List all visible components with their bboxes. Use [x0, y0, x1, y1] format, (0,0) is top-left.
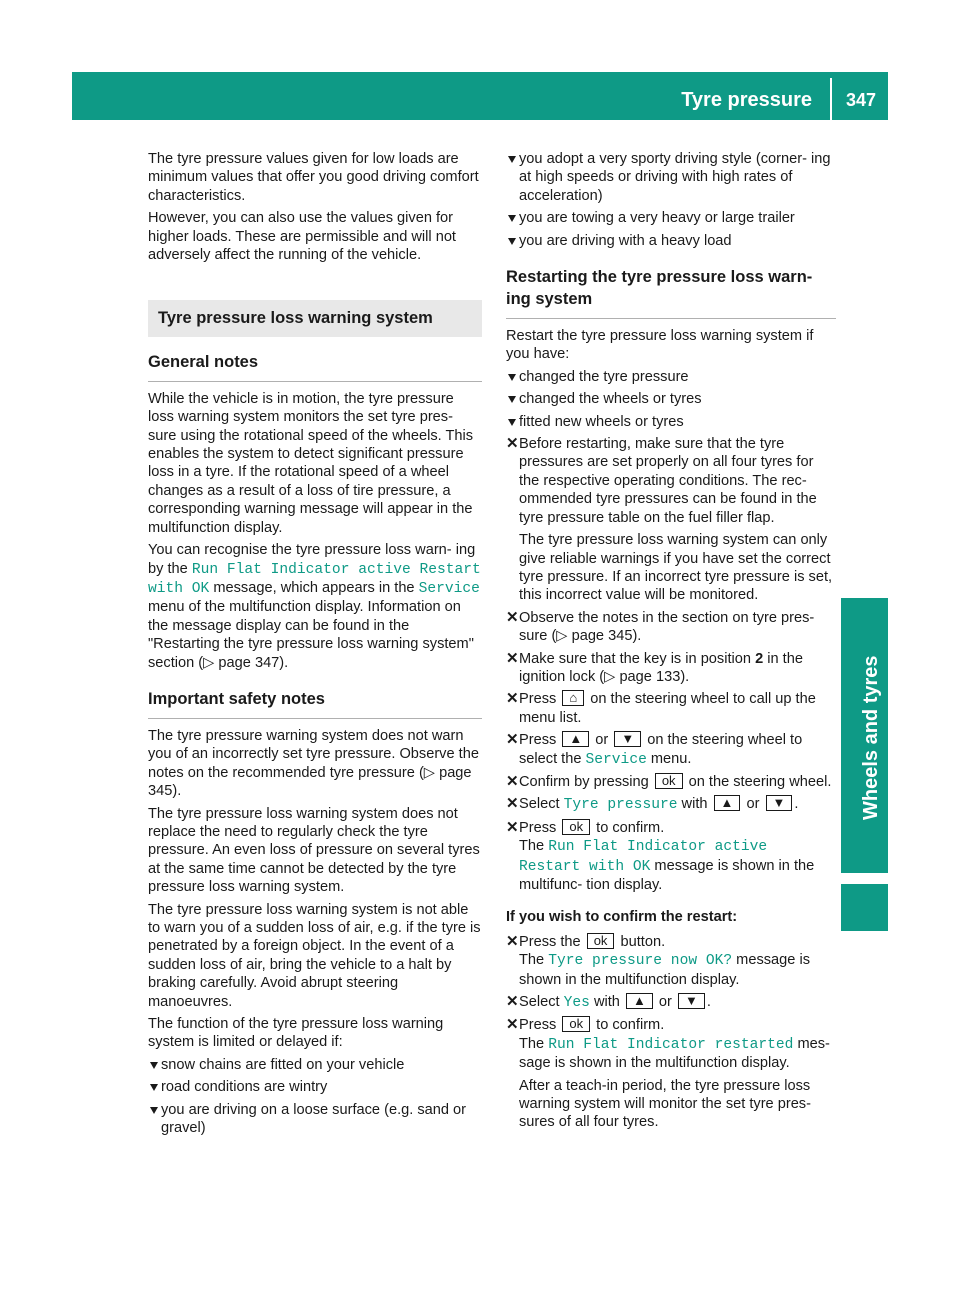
paragraph: The tyre pressure loss warning system does not replace the need to regularly check the tyre pressure. An even loss of pressure on several tyres at the same time cannot be detected by the tyre pressure loss warning system. — [148, 805, 480, 896]
step-marker-icon: ✕ — [506, 1016, 519, 1034]
step-text: Confirm by pressing — [519, 773, 653, 790]
key-position: 2 — [755, 650, 764, 667]
step-text: on the steering wheel. — [684, 773, 832, 790]
left-column — [148, 150, 482, 1141]
down-key-icon: ▼ — [766, 795, 793, 811]
step-text: The — [519, 1035, 549, 1052]
paragraph: The tyre pressure values given for low loads are minimum values that offer you good driving comfort characteristics. — [148, 151, 479, 204]
step-text: message is shown in the multifunction display. — [519, 952, 810, 988]
list-item: you adopt a very sporty driving style (corner- ing at high speeds or driving with high rates of acceleration) — [506, 150, 836, 205]
step-marker-icon: ✕ — [506, 690, 519, 708]
heading-general-notes: General notes — [148, 351, 482, 382]
text: You can recognise the tyre pressure loss warn- ing by the — [148, 542, 476, 577]
subheading-confirm-restart: If you wish to confirm the restart: — [506, 909, 738, 926]
list-item: fitted new wheels or tyres — [506, 413, 836, 431]
step-text: Press — [519, 1017, 561, 1034]
step-text: Press the — [519, 933, 585, 950]
step-text: to confirm. — [592, 819, 665, 836]
step-text: Select — [519, 994, 564, 1011]
header-divider — [830, 78, 832, 120]
step-marker-icon: ✕ — [506, 608, 519, 626]
down-key-icon: ▼ — [614, 731, 641, 747]
step-text: The — [519, 952, 549, 969]
heading-safety-notes: Important safety notes — [148, 688, 482, 719]
step-marker-icon: ✕ — [506, 818, 519, 836]
step-text: with — [677, 796, 712, 813]
list-item: changed the tyre pressure — [506, 368, 836, 386]
step-marker-icon: ✕ — [506, 772, 519, 790]
paragraph: The function of the tyre pressure loss warning system is limited or delayed if: — [148, 1016, 444, 1051]
chapter-tab-marker — [841, 884, 888, 931]
step-marker-icon: ✕ — [506, 795, 519, 813]
step-text: Press — [519, 819, 561, 836]
ok-key-icon: ok — [655, 773, 683, 789]
step-text: The — [519, 838, 549, 855]
step-text: mes- sage is shown in the multifunction display. — [519, 1035, 830, 1072]
step-text: or — [591, 732, 613, 749]
instruction-step — [506, 1016, 836, 1131]
paragraph — [148, 541, 482, 672]
list-item: changed the wheels or tyres — [506, 390, 836, 408]
page-number: 347 — [845, 90, 876, 110]
step-note: The tyre pressure loss warning system can only give reliable warnings if you have set the correct tyre pressure. If an incorrect tyre pressure is set, this incorrect value will be monitored. — [519, 532, 833, 604]
instruction-step — [506, 731, 836, 769]
step-marker-icon: ✕ — [506, 993, 519, 1011]
instruction-step — [506, 435, 836, 605]
paragraph: The tyre pressure loss warning system is not able to warn you of a sudden loss of air, e.g. if the tyre is penetrated by a foreign object. In the event of a sudden loss of air, bring the vehicle to a halt by braking carefully. Avoid abrupt steering manoeuvres. — [148, 901, 481, 1010]
home-key-icon: ⌂ — [562, 690, 584, 706]
list-item: snow chains are fitted on your vehicle — [148, 1056, 482, 1074]
chapter-tab — [841, 598, 888, 873]
step-text: Press — [519, 732, 561, 749]
list-item: you are towing a very heavy or large trailer — [506, 209, 836, 227]
step-text: menu. — [646, 750, 692, 767]
instruction-step — [506, 609, 836, 646]
step-note: After a teach-in period, the tyre pressure loss warning system will monitor the set tyre pres- sures of all four tyres. — [519, 1077, 811, 1131]
step-marker-icon: ✕ — [506, 435, 519, 453]
ok-key-icon: ok — [562, 819, 590, 835]
step-text: Before restarting, make sure that the tyre pressures are set properly on all four tyres for the respective operating conditions. The rec- ommended tyre pressures can be found in the tyre pressure table on the fuel filler flap. — [519, 436, 817, 526]
chapter-tab-label: Wheels and tyres — [860, 655, 882, 820]
instruction-step: ✕ Select Yes with ▲ or ▼ . — [506, 993, 711, 1012]
menu-name: Service — [585, 751, 647, 768]
ok-key-icon: ok — [587, 933, 615, 949]
step-text: on the steering wheel to select the — [519, 732, 803, 767]
step-marker-icon: ✕ — [506, 731, 519, 749]
step-text: button. — [616, 933, 666, 950]
display-message: Run Flat Indicator active Restart with OK — [519, 839, 768, 875]
paragraph: However, you can also use the values given for higher loads. These are permissible and will not adversely affect the running of the vehicle. — [148, 210, 456, 264]
paragraph: The tyre pressure warning system does not warn you of an incorrectly set tyre pressure. Observe the notes on the recommended tyre pressure (▷ page 345). — [148, 727, 479, 800]
list-item: you are driving on a loose surface (e.g. sand or gravel) — [148, 1101, 482, 1138]
text: message, which appears in the — [209, 579, 419, 596]
display-message: Run Flat Indicator restarted — [548, 1036, 794, 1053]
menu-item: Yes — [563, 995, 590, 1012]
step-text: on the steering wheel to call up the menu list. — [519, 691, 816, 726]
list-item: road conditions are wintry — [148, 1078, 482, 1096]
heading-restarting: Restarting the tyre pressure loss warn- ing system — [506, 266, 836, 319]
step-text: with — [589, 994, 624, 1011]
up-key-icon: ▲ — [626, 993, 653, 1009]
page-header — [72, 72, 888, 120]
menu-name: Service — [418, 580, 480, 597]
step-text: or — [742, 796, 764, 813]
text: menu of the multifunction display. Information on the message display can be found in the "Restarting the tyre pressure loss warning system" section ( — [148, 599, 474, 671]
step-text: Press — [519, 691, 561, 708]
step-marker-icon: ✕ — [506, 649, 519, 667]
up-key-icon: ▲ — [714, 795, 741, 811]
display-message: Tyre pressure now OK? — [548, 953, 733, 970]
step-text: or — [654, 994, 676, 1011]
menu-item: Tyre pressure — [563, 797, 678, 814]
step-text: in the ignition lock (▷ page 133). — [519, 650, 803, 685]
paragraph: While the vehicle is in motion, the tyre pressure loss warning system monitors the set tyre pres- sure using the rotational speed of the wheels. This enables the system to detect significant pressure loss in a tyre. If the rotational speed of a wheel changes as a result of a loss of tire pressure, a corresponding warning message will appear in the multifunction display. — [148, 390, 474, 536]
step-marker-icon: ✕ — [506, 932, 519, 950]
instruction-step — [506, 650, 836, 687]
paragraph: Restart the tyre pressure loss warning system if you have: — [506, 328, 814, 363]
step-text: message is shown in the multifunc- tion display. — [519, 857, 815, 893]
header-title: Tyre pressure — [681, 89, 812, 111]
list-item: you are driving with a heavy load — [506, 232, 836, 250]
instruction-step — [506, 819, 836, 895]
ok-key-icon: ok — [562, 1016, 590, 1032]
section-title: Tyre pressure loss warning system — [148, 300, 482, 336]
step-text: Select — [519, 796, 564, 813]
up-key-icon: ▲ — [562, 731, 589, 747]
step-text: to confirm. — [592, 1017, 665, 1034]
instruction-step — [506, 933, 836, 989]
step-text: Make sure that the key is in position — [519, 650, 756, 667]
page-reference[interactable]: ▷ page 347). — [203, 654, 289, 671]
down-key-icon: ▼ — [678, 993, 705, 1009]
right-column — [506, 150, 836, 1136]
instruction-step: ✕ Select Tyre pressure with ▲ or ▼ . — [506, 795, 799, 814]
step-text: Observe the notes in the section on tyre pres- sure (▷ page 345). — [519, 609, 815, 645]
instruction-step — [506, 773, 836, 791]
display-message: Run Flat Indicator active Restart with OK — [148, 561, 481, 597]
instruction-step — [506, 690, 836, 727]
